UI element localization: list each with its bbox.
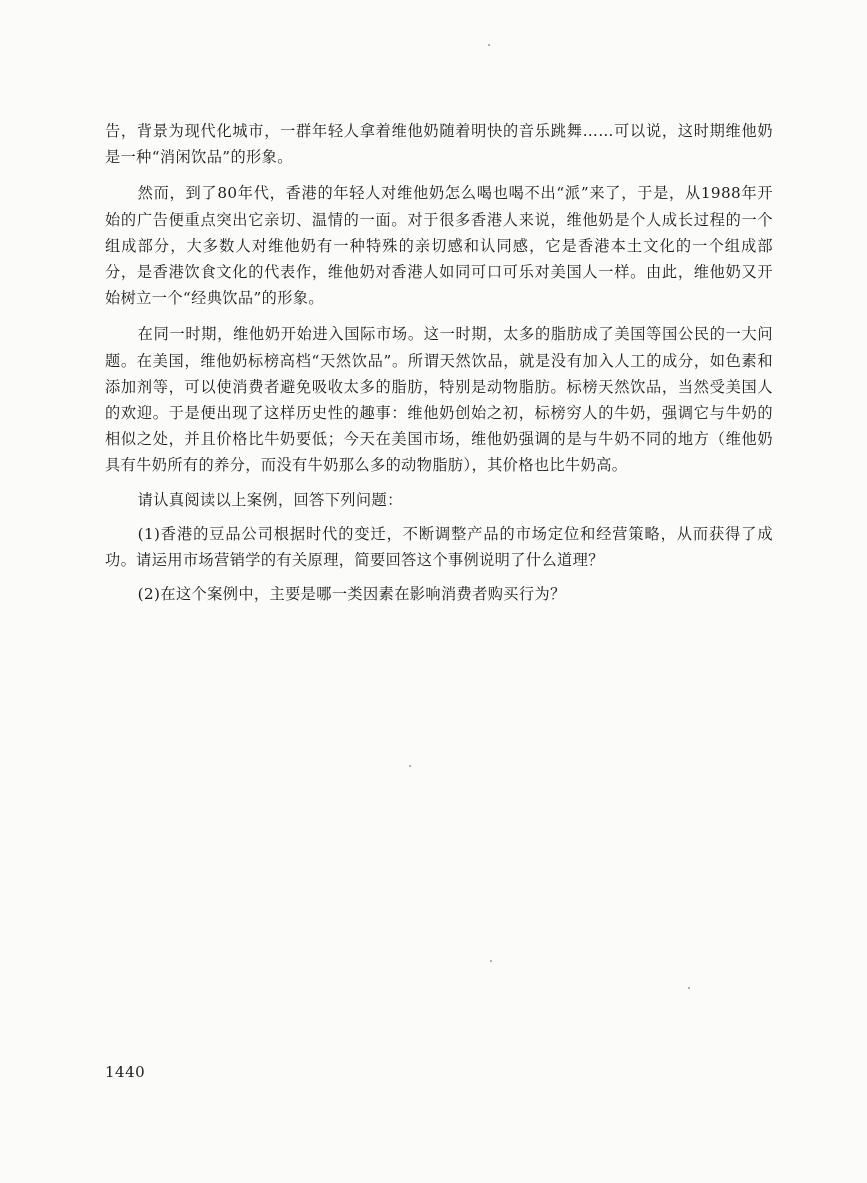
paragraph-continuation: 告，背景为现代化城市，一群年轻人拿着维他奶随着明快的音乐跳舞……可以说，这时期维他奶是一种“消闲饮品”的形象。 <box>105 122 773 167</box>
scan-speck <box>409 765 411 767</box>
question-1: (1)香港的豆品公司根据时代的变迁，不断调整产品的市场定位和经营策略，从而获得了成功。请运用市场营销学的有关原理，简要回答这个事例说明了什么道理？ <box>105 524 773 570</box>
page-number: 1440 <box>105 1063 146 1081</box>
paragraph-1980s-image: 然而，到了80年代，香港的年轻人对维他奶怎么喝也喝不出“派”来了，于是，从1988年开始的广告便重点突出它亲切、温情的一面。对于很多香港人来说，维他奶是个人成长过程的一个组成部分，大多数人对维他奶有一种特殊的亲切感和认同感，它是香港本土文化的一个组成部分，是香港饮食文化的代表作，维他奶对香港人如同可口可乐对美国人一样。由此，维他奶又开始树立一个“经典饮品”的形象。 <box>105 184 773 308</box>
scan-speck <box>488 44 490 46</box>
paragraph-international-market: 在同一时期，维他奶开始进入国际市场。这一时期，太多的脂肪成了美国等国公民的一大问题。在美国，维他奶标榜高档“天然饮品”。所谓天然饮品，就是没有加入人工的成分，如色素和添加剂等，可以使消费者避免吸收太多的脂肪，特别是动物脂肪。标榜天然饮品，当然受美国人的欢迎。于是便出现了这样历史性的趣事：维他奶创始之初，标榜穷人的牛奶，强调它与牛奶的相似之处，并且价格比牛奶要低；今天在美国市场，维他奶强调的是与牛奶不同的地方（维他奶具有牛奶所有的养分，而没有牛奶那么多的动物脂肪），其价格也比牛奶高。 <box>105 325 773 475</box>
question-instruction: 请认真阅读以上案例，回答下列问题： <box>137 490 403 509</box>
document-body <box>105 118 773 607</box>
scan-speck <box>688 987 690 989</box>
scan-speck <box>490 960 492 962</box>
question-2: (2)在这个案例中，主要是哪一类因素在影响消费者购买行为？ <box>137 585 566 604</box>
